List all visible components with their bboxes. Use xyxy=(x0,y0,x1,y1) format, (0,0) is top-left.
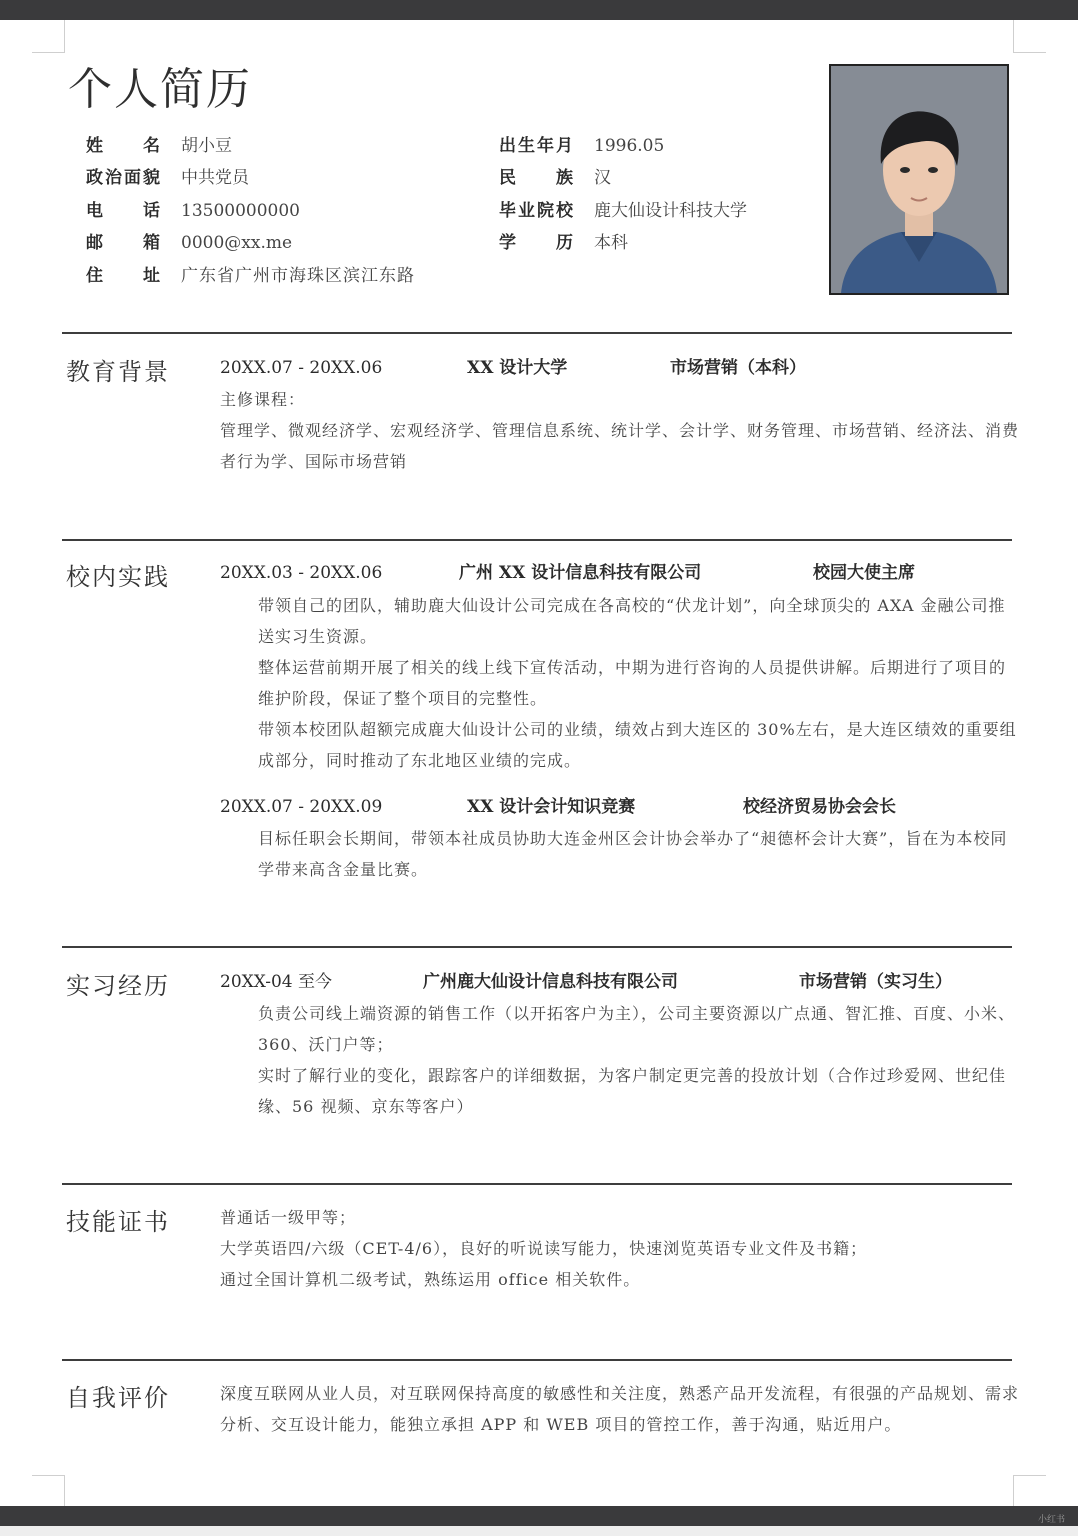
edu-school: XX 设计大学 xyxy=(467,358,568,378)
section-divider xyxy=(62,1183,1012,1185)
info-value: 1996.05 xyxy=(594,136,665,156)
section-title-self: 自我评价 xyxy=(66,1384,170,1412)
info-value: 广东省广州市海珠区滨江东路 xyxy=(181,266,415,286)
skill-line: 通过全国计算机二级考试，熟练运用 office 相关软件。 xyxy=(220,1270,641,1289)
intern-date: 20XX-04 至今 xyxy=(220,972,333,992)
section-title-campus: 校内实践 xyxy=(66,563,170,591)
info-value: 13500000000 xyxy=(181,201,300,221)
section-title-internship: 实习经历 xyxy=(66,972,170,1000)
campus-org: XX 设计会计知识竞赛 xyxy=(467,797,636,817)
campus-org: 广州 XX 设计信息科技有限公司 xyxy=(459,563,702,583)
campus-role: 校园大使主席 xyxy=(813,563,915,583)
edu-date: 20XX.07 - 20XX.06 xyxy=(220,358,383,378)
info-value: 0000@xx.me xyxy=(181,233,293,253)
corner-mark xyxy=(1013,1475,1046,1508)
skill-line: 大学英语四/六级（CET-4/6），良好的听说读写能力，快速浏览英语专业文件及书籍； xyxy=(220,1239,868,1258)
self-evaluation-text: 深度互联网从业人员，对互联网保持高度的敏感性和关注度，熟悉产品开发流程，有很强的产品规划、需求分析、交互设计能力，能独立承担 APP 和 WEB 项目的管控工作，善于沟通，贴近用户。 xyxy=(220,1384,1020,1434)
intern-role: 市场营销（实习生） xyxy=(799,972,952,992)
corner-mark xyxy=(32,1475,65,1508)
bottom-bar xyxy=(0,1506,1078,1526)
section-title-education: 教育背景 xyxy=(66,358,170,386)
intern-org: 广州鹿大仙设计信息科技有限公司 xyxy=(423,972,678,992)
top-bar xyxy=(0,0,1078,20)
section-divider xyxy=(62,1359,1012,1361)
info-label: 电话 xyxy=(86,201,160,221)
campus-desc: 目标任职会长期间，带领本社成员协助大连金州区会计协会举办了“昶德杯会计大赛”，旨在为本校同学带来高含金量比赛。 xyxy=(258,829,1008,879)
info-label: 出生年月 xyxy=(499,136,573,156)
campus-desc: 整体运营前期开展了相关的线上线下宣传活动，中期为进行咨询的人员提供讲解。后期进行了项目的维护阶段，保证了整个项目的完整性。 xyxy=(258,658,1007,708)
info-value: 中共党员 xyxy=(181,168,249,188)
campus-desc: 带领自己的团队，辅助鹿大仙设计公司完成在各高校的“伏龙计划”，向全球顶尖的 AXA 金融公司推送实习生资源。 xyxy=(258,596,1006,646)
edu-courses-label: 主修课程： xyxy=(220,390,306,409)
info-label: 民族 xyxy=(499,168,573,188)
info-value: 胡小豆 xyxy=(181,136,232,156)
skill-line: 普通话一级甲等； xyxy=(220,1208,357,1227)
person-portrait-icon xyxy=(831,66,1007,293)
watermark-logo: 小红书 xyxy=(1038,1515,1066,1525)
section-divider xyxy=(62,539,1012,541)
campus-role: 校经济贸易协会会长 xyxy=(743,797,896,817)
edu-courses: 管理学、微观经济学、宏观经济学、管理信息系统、统计学、会计学、财务管理、市场营销、经济法、消费者行为学、国际市场营销 xyxy=(220,421,1020,471)
info-label: 姓名 xyxy=(86,136,160,156)
page-title: 个人简历 xyxy=(68,64,252,115)
corner-mark xyxy=(1013,20,1046,53)
edu-major: 市场营销（本科） xyxy=(670,358,806,378)
info-label: 学历 xyxy=(499,233,573,253)
info-label: 邮箱 xyxy=(86,233,160,253)
info-value: 鹿大仙设计科技大学 xyxy=(594,201,747,221)
campus-date: 20XX.07 - 20XX.09 xyxy=(220,797,383,817)
campus-desc: 带领本校团队超额完成鹿大仙设计公司的业绩，绩效占到大连区的 30%左右，是大连区绩效的重要组成部分，同时推动了东北地区业绩的完成。 xyxy=(258,720,1017,770)
section-title-skills: 技能证书 xyxy=(66,1208,170,1236)
info-value: 本科 xyxy=(594,233,628,253)
bottom-strip xyxy=(0,1526,1078,1536)
section-divider xyxy=(62,332,1012,334)
info-label: 住址 xyxy=(86,266,160,286)
profile-photo xyxy=(829,64,1009,295)
intern-desc: 负责公司线上端资源的销售工作（以开拓客户为主），公司主要资源以广点通、智汇推、百度、小米、360、沃门户等； xyxy=(258,1004,1016,1054)
section-divider xyxy=(62,946,1012,948)
intern-desc: 实时了解行业的变化，跟踪客户的详细数据，为客户制定更完善的投放计划（合作过珍爱网、世纪佳缘、56 视频、京东等客户） xyxy=(258,1066,1007,1116)
info-value: 汉 xyxy=(594,168,611,188)
info-label: 政治面貌 xyxy=(86,168,160,188)
info-label: 毕业院校 xyxy=(499,201,573,221)
corner-mark xyxy=(32,20,65,53)
campus-date: 20XX.03 - 20XX.06 xyxy=(220,563,383,583)
